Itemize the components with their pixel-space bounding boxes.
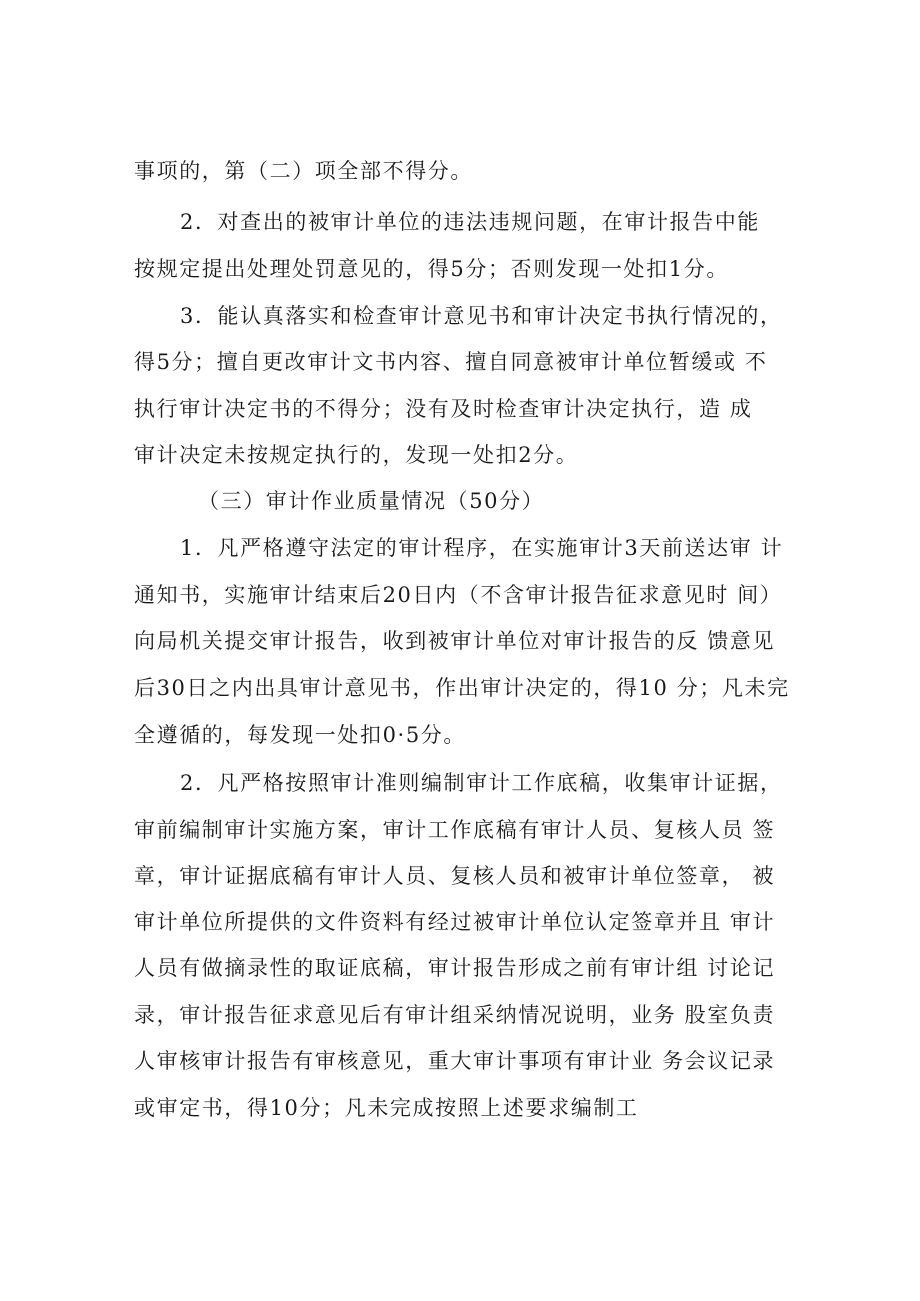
text-line: 审计单位所提供的文件资料有经过被审计单位认定签章并且 审计 bbox=[134, 910, 776, 934]
section-heading: （三）审计作业质量情况（50分） bbox=[198, 489, 545, 513]
text-line: 3．能认真落实和检查审计意见书和审计决定书执行情况的， bbox=[180, 304, 783, 328]
text-line: 或审定书，得10分；凡未完成按照上述要求编制工 bbox=[134, 1096, 639, 1120]
text-line: 全遵循的，每发现一处扣0·5分。 bbox=[134, 723, 466, 747]
text-line: 执行审计决定书的不得分；没有及时检查审计决定执行，造 成 bbox=[134, 397, 753, 421]
text-line: 后30日之内出具审计意见书，作出审计决定的，得10 分；凡未完 bbox=[134, 676, 790, 700]
text-line: 审计决定未按规定执行的，发现一处扣2分。 bbox=[134, 443, 579, 467]
text-line: 事项的，第（二）项全部不得分。 bbox=[134, 159, 473, 183]
text-line: 通知书，实施审计结束后20日内（不含审计报告征求意见时 间） bbox=[134, 583, 783, 607]
text-line: 人员有做摘录性的取证底稿，审计报告形成之前有审计组 讨论记 bbox=[134, 956, 776, 980]
text-line: 按规定提出处理处罚意见的，得5分；否则发现一处扣1分。 bbox=[134, 257, 729, 281]
text-line: 章，审计证据底稿有审计人员、复核人员和被审计单位签章， 被 bbox=[134, 864, 776, 888]
text-line: 人审核审计报告有审核意见，重大审计事项有审计业 务会议记录 bbox=[134, 1049, 776, 1073]
text-line: 录，审计报告征求意见后有审计组采纳情况说明，业务 股室负责 bbox=[134, 1003, 776, 1027]
text-line: 2．凡严格按照审计准则编制审计工作底稿，收集审计证据， bbox=[180, 771, 783, 795]
text-line: 审前编制审计实施方案，审计工作底稿有审计人员、复核人员 签 bbox=[134, 818, 776, 842]
text-line: 向局机关提交审计报告，收到被审计单位对审计报告的反 馈意见 bbox=[134, 629, 776, 653]
text-line: 1．凡严格遵守法定的审计程序，在实施审计3天前送达审 计 bbox=[180, 536, 784, 560]
text-line: 得5分；擅自更改审计文书内容、擅自同意被审计单位暂缓或 不 bbox=[134, 350, 768, 374]
text-line: 2．对查出的被审计单位的违法违规问题，在审计报告中能 bbox=[180, 210, 760, 234]
